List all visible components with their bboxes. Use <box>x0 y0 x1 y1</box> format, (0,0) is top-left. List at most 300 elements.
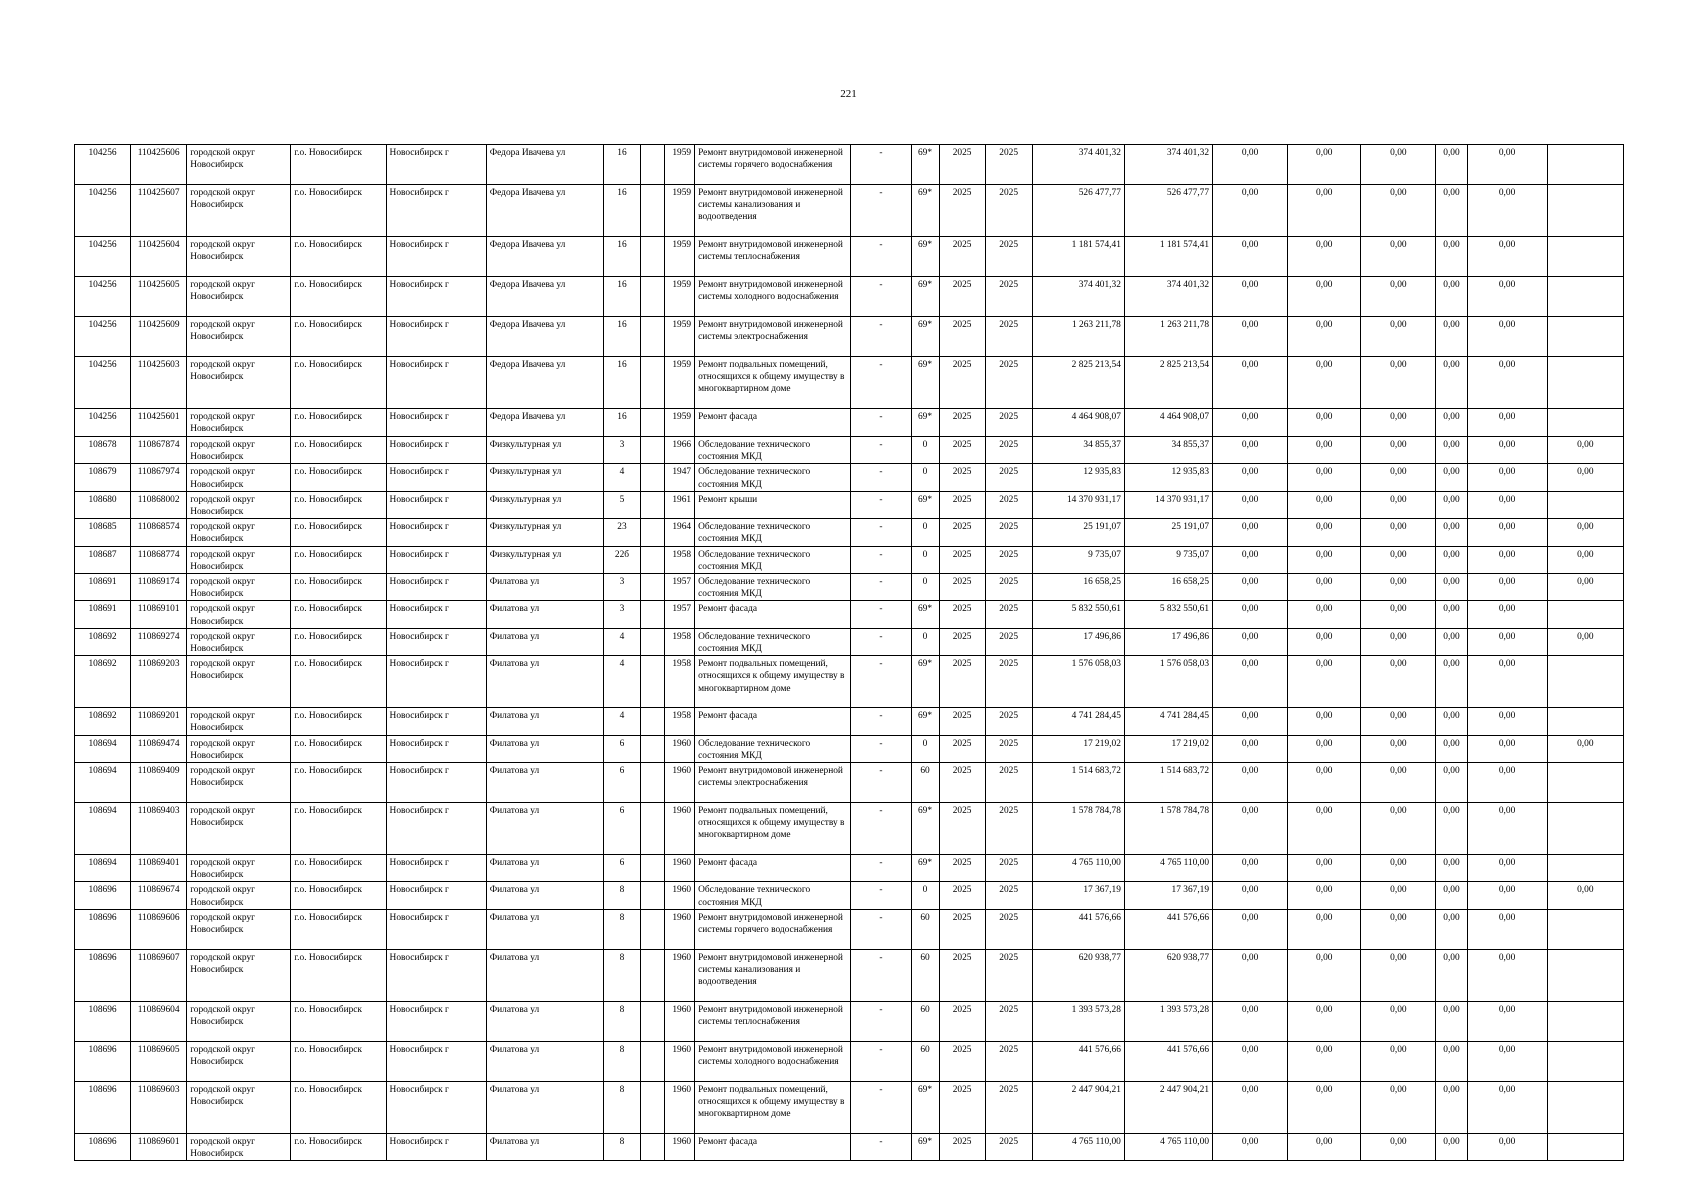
cell-v3: 0,00 <box>1361 882 1436 909</box>
cell-wear: 69* <box>911 803 939 855</box>
cell-v5: 0,00 <box>1467 546 1547 573</box>
table-row <box>75 882 1624 909</box>
table-row <box>75 601 1624 628</box>
cell-id: 108680 <box>75 491 131 518</box>
cell-v1: 0,00 <box>1213 803 1288 855</box>
cell-wear: 60 <box>911 909 939 949</box>
table-row <box>75 546 1624 573</box>
cell-code: 110869403 <box>131 803 187 855</box>
table-row <box>75 519 1624 546</box>
cell-year: 1959 <box>665 145 695 185</box>
cell-municipality: городской округ Новосибирск <box>187 464 291 491</box>
cell-block <box>641 409 665 437</box>
cell-district: г.о. Новосибирск <box>291 855 386 882</box>
cell-house: 8 <box>603 882 640 909</box>
cell-v3: 0,00 <box>1361 855 1436 882</box>
cell-cost-fund: 25 191,07 <box>1124 519 1212 546</box>
cell-v4: 0,00 <box>1436 763 1467 803</box>
cell-v4: 0,00 <box>1436 708 1467 735</box>
cell-house: 4 <box>603 708 640 735</box>
cell-year: 1960 <box>665 735 695 762</box>
cell-year-start: 2025 <box>939 185 985 237</box>
cell-year: 1960 <box>665 803 695 855</box>
cell-v1: 0,00 <box>1213 491 1288 518</box>
cell-v4: 0,00 <box>1436 409 1467 437</box>
cell-v6 <box>1547 763 1623 803</box>
cell-cost-fund: 1 578 784,78 <box>1124 803 1212 855</box>
cell-flag: - <box>851 145 911 185</box>
cell-v6: 0,00 <box>1547 519 1623 546</box>
cell-work-type: Ремонт внутридомовой инженерной системы теплоснабжения <box>695 1001 851 1041</box>
table-row <box>75 708 1624 735</box>
cell-v3: 0,00 <box>1361 601 1436 628</box>
cell-v2: 0,00 <box>1288 437 1361 464</box>
cell-street: Филатова ул <box>486 735 603 762</box>
cell-v2: 0,00 <box>1288 357 1361 409</box>
cell-municipality: городской округ Новосибирск <box>187 185 291 237</box>
cell-house: 4 <box>603 656 640 708</box>
cell-district: г.о. Новосибирск <box>291 409 386 437</box>
cell-street: Федора Ивачева ул <box>486 237 603 277</box>
cell-v5: 0,00 <box>1467 464 1547 491</box>
cell-id: 108691 <box>75 574 131 601</box>
cell-street: Филатова ул <box>486 763 603 803</box>
cell-cost-total: 2 825 213,54 <box>1032 357 1124 409</box>
cell-street: Федора Ивачева ул <box>486 185 603 237</box>
cell-cost-fund: 1 393 573,28 <box>1124 1001 1212 1041</box>
cell-v6: 0,00 <box>1547 437 1623 464</box>
cell-settlement: Новосибирск г <box>386 1001 486 1041</box>
cell-v4: 0,00 <box>1436 464 1467 491</box>
cell-id: 108696 <box>75 949 131 1001</box>
cell-v6 <box>1547 409 1623 437</box>
cell-wear: 0 <box>911 519 939 546</box>
cell-v3: 0,00 <box>1361 409 1436 437</box>
cell-district: г.о. Новосибирск <box>291 491 386 518</box>
cell-cost-total: 374 401,32 <box>1032 145 1124 185</box>
table-row <box>75 1041 1624 1081</box>
cell-house: 3 <box>603 437 640 464</box>
cell-code: 110869203 <box>131 656 187 708</box>
cell-code: 110869274 <box>131 628 187 655</box>
cell-v5: 0,00 <box>1467 519 1547 546</box>
cell-settlement: Новосибирск г <box>386 1133 486 1160</box>
cell-v6: 0,00 <box>1547 464 1623 491</box>
cell-v1: 0,00 <box>1213 1001 1288 1041</box>
cell-street: Филатова ул <box>486 1041 603 1081</box>
cell-v2: 0,00 <box>1288 708 1361 735</box>
cell-year: 1960 <box>665 949 695 1001</box>
cell-v6: 0,00 <box>1547 882 1623 909</box>
cell-v1: 0,00 <box>1213 909 1288 949</box>
cell-cost-fund: 17 367,19 <box>1124 882 1212 909</box>
cell-year-start: 2025 <box>939 491 985 518</box>
cell-v6 <box>1547 708 1623 735</box>
cell-district: г.о. Новосибирск <box>291 574 386 601</box>
cell-v4: 0,00 <box>1436 1041 1467 1081</box>
cell-cost-total: 1 578 784,78 <box>1032 803 1124 855</box>
cell-v5: 0,00 <box>1467 1081 1547 1133</box>
cell-flag: - <box>851 519 911 546</box>
cell-code: 110869607 <box>131 949 187 1001</box>
cell-v2: 0,00 <box>1288 656 1361 708</box>
cell-year-end: 2025 <box>985 437 1032 464</box>
cell-house: 16 <box>603 409 640 437</box>
cell-v3: 0,00 <box>1361 628 1436 655</box>
cell-wear: 60 <box>911 1001 939 1041</box>
cell-v5: 0,00 <box>1467 1133 1547 1160</box>
cell-work-type: Ремонт подвальных помещений, относящихся к общему имуществу в многоквартирном доме <box>695 357 851 409</box>
cell-year-start: 2025 <box>939 763 985 803</box>
cell-v1: 0,00 <box>1213 735 1288 762</box>
cell-flag: - <box>851 628 911 655</box>
cell-year-end: 2025 <box>985 491 1032 518</box>
cell-work-type: Обследование технического состояния МКД <box>695 574 851 601</box>
cell-work-type: Ремонт внутридомовой инженерной системы холодного водоснабжения <box>695 277 851 317</box>
cell-cost-total: 4 765 110,00 <box>1032 1133 1124 1160</box>
cell-block <box>641 519 665 546</box>
cell-municipality: городской округ Новосибирск <box>187 855 291 882</box>
table-row <box>75 574 1624 601</box>
cell-v6 <box>1547 601 1623 628</box>
cell-street: Филатова ул <box>486 601 603 628</box>
cell-municipality: городской округ Новосибирск <box>187 656 291 708</box>
cell-v2: 0,00 <box>1288 803 1361 855</box>
cell-v3: 0,00 <box>1361 546 1436 573</box>
cell-code: 110869674 <box>131 882 187 909</box>
cell-v4: 0,00 <box>1436 949 1467 1001</box>
cell-id: 108696 <box>75 1081 131 1133</box>
cell-year-end: 2025 <box>985 882 1032 909</box>
cell-cost-fund: 441 576,66 <box>1124 1041 1212 1081</box>
cell-settlement: Новосибирск г <box>386 1041 486 1081</box>
cell-year-end: 2025 <box>985 546 1032 573</box>
cell-v4: 0,00 <box>1436 574 1467 601</box>
cell-house: 23 <box>603 519 640 546</box>
cell-year-start: 2025 <box>939 949 985 1001</box>
cell-code: 110869605 <box>131 1041 187 1081</box>
cell-code: 110868574 <box>131 519 187 546</box>
cell-v5: 0,00 <box>1467 409 1547 437</box>
cell-v1: 0,00 <box>1213 1081 1288 1133</box>
cell-flag: - <box>851 357 911 409</box>
cell-v5: 0,00 <box>1467 145 1547 185</box>
cell-v4: 0,00 <box>1436 803 1467 855</box>
cell-year: 1957 <box>665 574 695 601</box>
cell-municipality: городской округ Новосибирск <box>187 1041 291 1081</box>
cell-year: 1958 <box>665 708 695 735</box>
cell-v1: 0,00 <box>1213 185 1288 237</box>
cell-house: 5 <box>603 491 640 518</box>
cell-street: Физкультурная ул <box>486 491 603 518</box>
cell-settlement: Новосибирск г <box>386 735 486 762</box>
cell-year-start: 2025 <box>939 1133 985 1160</box>
table-row <box>75 656 1624 708</box>
cell-flag: - <box>851 277 911 317</box>
cell-v4: 0,00 <box>1436 855 1467 882</box>
cell-v4: 0,00 <box>1436 1133 1467 1160</box>
table-row <box>75 409 1624 437</box>
table-row <box>75 1001 1624 1041</box>
cell-id: 108694 <box>75 803 131 855</box>
cell-v3: 0,00 <box>1361 1133 1436 1160</box>
cell-v2: 0,00 <box>1288 546 1361 573</box>
cell-code: 110869174 <box>131 574 187 601</box>
cell-block <box>641 803 665 855</box>
cell-year-start: 2025 <box>939 1001 985 1041</box>
cell-municipality: городской округ Новосибирск <box>187 909 291 949</box>
cell-v1: 0,00 <box>1213 949 1288 1001</box>
cell-cost-total: 526 477,77 <box>1032 185 1124 237</box>
cell-block <box>641 601 665 628</box>
cell-v6 <box>1547 237 1623 277</box>
cell-district: г.о. Новосибирск <box>291 237 386 277</box>
cell-v5: 0,00 <box>1467 949 1547 1001</box>
cell-work-type: Ремонт внутридомовой инженерной системы электроснабжения <box>695 763 851 803</box>
cell-flag: - <box>851 409 911 437</box>
cell-street: Физкультурная ул <box>486 464 603 491</box>
cell-street: Физкультурная ул <box>486 546 603 573</box>
cell-wear: 69* <box>911 237 939 277</box>
cell-house: 4 <box>603 628 640 655</box>
cell-v4: 0,00 <box>1436 1001 1467 1041</box>
cell-settlement: Новосибирск г <box>386 909 486 949</box>
cell-year-end: 2025 <box>985 409 1032 437</box>
cell-wear: 60 <box>911 1041 939 1081</box>
cell-block <box>641 855 665 882</box>
cell-wear: 69* <box>911 185 939 237</box>
table-row <box>75 763 1624 803</box>
cell-block <box>641 185 665 237</box>
cell-work-type: Ремонт подвальных помещений, относящихся к общему имуществу в многоквартирном доме <box>695 656 851 708</box>
cell-wear: 69* <box>911 145 939 185</box>
cell-id: 104256 <box>75 317 131 357</box>
cell-house: 22б <box>603 546 640 573</box>
cell-year-end: 2025 <box>985 628 1032 655</box>
cell-year-end: 2025 <box>985 763 1032 803</box>
cell-year: 1960 <box>665 909 695 949</box>
cell-work-type: Ремонт крыши <box>695 491 851 518</box>
cell-year-end: 2025 <box>985 803 1032 855</box>
cell-year: 1960 <box>665 1041 695 1081</box>
cell-municipality: городской округ Новосибирск <box>187 708 291 735</box>
cell-v2: 0,00 <box>1288 909 1361 949</box>
cell-v2: 0,00 <box>1288 317 1361 357</box>
cell-year: 1958 <box>665 546 695 573</box>
table-row <box>75 437 1624 464</box>
cell-flag: - <box>851 464 911 491</box>
cell-cost-fund: 4 765 110,00 <box>1124 855 1212 882</box>
cell-cost-total: 5 832 550,61 <box>1032 601 1124 628</box>
table-row <box>75 464 1624 491</box>
cell-id: 104256 <box>75 185 131 237</box>
cell-work-type: Ремонт фасада <box>695 855 851 882</box>
cell-work-type: Обследование технического состояния МКД <box>695 628 851 655</box>
cell-settlement: Новосибирск г <box>386 464 486 491</box>
cell-v1: 0,00 <box>1213 437 1288 464</box>
cell-block <box>641 628 665 655</box>
cell-v2: 0,00 <box>1288 1041 1361 1081</box>
table-row <box>75 317 1624 357</box>
cell-municipality: городской округ Новосибирск <box>187 735 291 762</box>
cell-v1: 0,00 <box>1213 1041 1288 1081</box>
cell-v5: 0,00 <box>1467 185 1547 237</box>
table-row <box>75 185 1624 237</box>
cell-cost-fund: 620 938,77 <box>1124 949 1212 1001</box>
cell-block <box>641 735 665 762</box>
cell-year: 1960 <box>665 1001 695 1041</box>
cell-cost-total: 25 191,07 <box>1032 519 1124 546</box>
cell-district: г.о. Новосибирск <box>291 656 386 708</box>
cell-year-start: 2025 <box>939 437 985 464</box>
cell-district: г.о. Новосибирск <box>291 464 386 491</box>
cell-flag: - <box>851 546 911 573</box>
cell-id: 108696 <box>75 1041 131 1081</box>
cell-v3: 0,00 <box>1361 519 1436 546</box>
cell-year: 1959 <box>665 185 695 237</box>
cell-block <box>641 464 665 491</box>
cell-code: 110867974 <box>131 464 187 491</box>
cell-municipality: городской округ Новосибирск <box>187 1133 291 1160</box>
cell-cost-fund: 12 935,83 <box>1124 464 1212 491</box>
cell-flag: - <box>851 909 911 949</box>
cell-v1: 0,00 <box>1213 145 1288 185</box>
cell-street: Федора Ивачева ул <box>486 357 603 409</box>
cell-work-type: Обследование технического состояния МКД <box>695 519 851 546</box>
cell-year: 1959 <box>665 317 695 357</box>
cell-v1: 0,00 <box>1213 763 1288 803</box>
cell-work-type: Ремонт подвальных помещений, относящихся к общему имуществу в многоквартирном доме <box>695 1081 851 1133</box>
cell-v6 <box>1547 1001 1623 1041</box>
cell-street: Филатова ул <box>486 708 603 735</box>
cell-settlement: Новосибирск г <box>386 1081 486 1133</box>
cell-district: г.о. Новосибирск <box>291 628 386 655</box>
cell-v2: 0,00 <box>1288 1001 1361 1041</box>
cell-wear: 60 <box>911 763 939 803</box>
table-row <box>75 237 1624 277</box>
cell-id: 108694 <box>75 763 131 803</box>
cell-v6: 0,00 <box>1547 628 1623 655</box>
table-row <box>75 1081 1624 1133</box>
cell-house: 16 <box>603 357 640 409</box>
cell-flag: - <box>851 708 911 735</box>
cell-v1: 0,00 <box>1213 409 1288 437</box>
cell-year-start: 2025 <box>939 803 985 855</box>
cell-work-type: Ремонт подвальных помещений, относящихся к общему имуществу в многоквартирном доме <box>695 803 851 855</box>
cell-year-start: 2025 <box>939 855 985 882</box>
cell-cost-fund: 441 576,66 <box>1124 909 1212 949</box>
cell-v2: 0,00 <box>1288 601 1361 628</box>
cell-v2: 0,00 <box>1288 628 1361 655</box>
cell-year-start: 2025 <box>939 519 985 546</box>
cell-year-end: 2025 <box>985 277 1032 317</box>
cell-work-type: Ремонт внутридомовой инженерной системы горячего водоснабжения <box>695 909 851 949</box>
cell-work-type: Ремонт внутридомовой инженерной системы холодного водоснабжения <box>695 1041 851 1081</box>
cell-cost-total: 4 765 110,00 <box>1032 855 1124 882</box>
cell-year: 1960 <box>665 763 695 803</box>
cell-district: г.о. Новосибирск <box>291 882 386 909</box>
cell-year-start: 2025 <box>939 1081 985 1133</box>
cell-id: 104256 <box>75 409 131 437</box>
cell-year: 1957 <box>665 601 695 628</box>
cell-settlement: Новосибирск г <box>386 277 486 317</box>
cell-v3: 0,00 <box>1361 735 1436 762</box>
cell-code: 110869409 <box>131 763 187 803</box>
cell-id: 108687 <box>75 546 131 573</box>
cell-wear: 69* <box>911 708 939 735</box>
cell-v3: 0,00 <box>1361 803 1436 855</box>
cell-v1: 0,00 <box>1213 519 1288 546</box>
cell-code: 110869401 <box>131 855 187 882</box>
cell-street: Филатова ул <box>486 1081 603 1133</box>
cell-municipality: городской округ Новосибирск <box>187 1001 291 1041</box>
cell-street: Филатова ул <box>486 656 603 708</box>
cell-v2: 0,00 <box>1288 409 1361 437</box>
cell-year: 1964 <box>665 519 695 546</box>
cell-block <box>641 1001 665 1041</box>
cell-block <box>641 237 665 277</box>
cell-v4: 0,00 <box>1436 656 1467 708</box>
cell-v3: 0,00 <box>1361 1001 1436 1041</box>
cell-cost-fund: 4 765 110,00 <box>1124 1133 1212 1160</box>
cell-v5: 0,00 <box>1467 237 1547 277</box>
cell-municipality: городской округ Новосибирск <box>187 949 291 1001</box>
cell-v1: 0,00 <box>1213 574 1288 601</box>
cell-district: г.о. Новосибирск <box>291 909 386 949</box>
cell-settlement: Новосибирск г <box>386 763 486 803</box>
cell-id: 108696 <box>75 1001 131 1041</box>
cell-municipality: городской округ Новосибирск <box>187 357 291 409</box>
cell-wear: 0 <box>911 574 939 601</box>
cell-v5: 0,00 <box>1467 855 1547 882</box>
cell-cost-total: 620 938,77 <box>1032 949 1124 1001</box>
table-row <box>75 357 1624 409</box>
cell-v5: 0,00 <box>1467 437 1547 464</box>
cell-district: г.о. Новосибирск <box>291 708 386 735</box>
cell-street: Федора Ивачева ул <box>486 409 603 437</box>
table-row <box>75 491 1624 518</box>
cell-v4: 0,00 <box>1436 145 1467 185</box>
cell-id: 108696 <box>75 882 131 909</box>
cell-year-start: 2025 <box>939 317 985 357</box>
cell-v2: 0,00 <box>1288 277 1361 317</box>
cell-v4: 0,00 <box>1436 437 1467 464</box>
cell-v1: 0,00 <box>1213 546 1288 573</box>
cell-year-end: 2025 <box>985 1001 1032 1041</box>
cell-street: Филатова ул <box>486 909 603 949</box>
cell-cost-total: 34 855,37 <box>1032 437 1124 464</box>
table-row <box>75 145 1624 185</box>
cell-id: 108678 <box>75 437 131 464</box>
cell-code: 110425606 <box>131 145 187 185</box>
cell-cost-fund: 17 496,86 <box>1124 628 1212 655</box>
cell-v1: 0,00 <box>1213 357 1288 409</box>
cell-id: 108692 <box>75 656 131 708</box>
cell-year-end: 2025 <box>985 237 1032 277</box>
cell-v4: 0,00 <box>1436 601 1467 628</box>
cell-id: 108694 <box>75 735 131 762</box>
cell-block <box>641 708 665 735</box>
cell-cost-fund: 1 576 058,03 <box>1124 656 1212 708</box>
cell-v5: 0,00 <box>1467 317 1547 357</box>
cell-v4: 0,00 <box>1436 909 1467 949</box>
cell-work-type: Ремонт внутридомовой инженерной системы теплоснабжения <box>695 237 851 277</box>
cell-year-end: 2025 <box>985 949 1032 1001</box>
cell-settlement: Новосибирск г <box>386 628 486 655</box>
cell-id: 104256 <box>75 277 131 317</box>
cell-v2: 0,00 <box>1288 735 1361 762</box>
cell-house: 16 <box>603 185 640 237</box>
